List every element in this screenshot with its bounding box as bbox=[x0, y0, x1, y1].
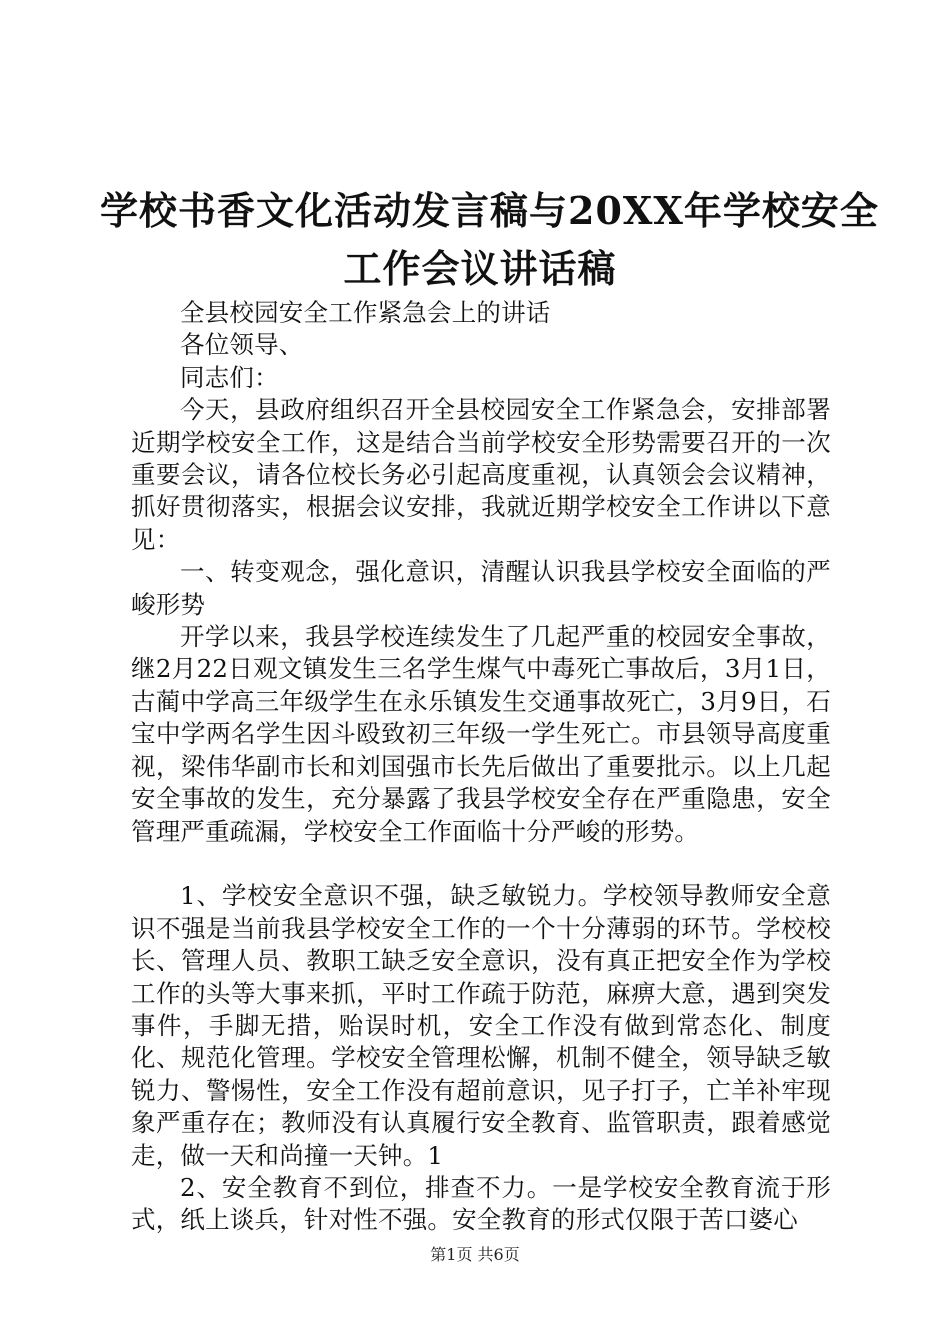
salutation-comrades: 同志们： bbox=[180, 362, 279, 392]
page-number-footer: 第1页 共6页 bbox=[430, 1245, 520, 1264]
salutation-leaders: 各位领导、 bbox=[180, 330, 304, 360]
section-heading-1: 一、转变观念，强化意识，清醒认识我县学校安全面临的严峻形势 bbox=[131, 557, 831, 619]
point-2-paragraph: 2、安全教育不到位，排查不力。一是学校安全教育流于形式，纸上谈兵，针对性不强。安全教育的形式仅限于苦口婆心 bbox=[131, 1172, 831, 1235]
intro-paragraph: 今天，县政府组织召开全县校园安全工作紧急会，安排部署近期学校安全工作，这是结合当前学校安全形势需要召开的一次重要会议，请各位校长务必引起高度重视，认真领会会议精神，抓好贯彻落实，根据会议安排，我就近期学校安全工作讲以下意见： bbox=[131, 395, 831, 554]
incidents-paragraph: 开学以来，我县学校连续发生了几起严重的校园安全事故，继2月22日观文镇发生三名学生煤气中毒死亡事故后，3月1日，古蔺中学高三年级学生在永乐镇发生交通事故死亡，3月9日，石宝中学两名学生因斗殴致初三年级一学生死亡。市县领导高度重视，梁伟华副市长和刘国强市长先后做出了重要批示。以上几起安全事故的发生，充分暴露了我县学校安全存在严重隐患，安全管理严重疏漏，学校安全工作面临十分严峻的形势。 bbox=[131, 622, 831, 846]
point-1-paragraph: 1、学校安全意识不强，缺乏敏锐力。学校领导教师安全意识不强是当前我县学校安全工作的一个十分薄弱的环节。学校校长、管理人员、教职工缺乏安全意识，没有真正把安全作为学校工作的头等大事来抓，平时工作疏于防范，麻痹大意，遇到突发事件，手脚无措，贻误时机，安全工作没有做到常态化、制度化、规范化管理。学校安全管理松懈，机制不健全，领导缺乏敏锐力、警惕性，安全工作没有超前意识，见子打子，亡羊补牢现象严重存在；教师没有认真履行安全教育、监管职责，跟着感觉走，做一天和尚撞一天钟。1 bbox=[131, 881, 831, 1170]
document-title-line-2: 工作会议讲话稿 bbox=[343, 246, 617, 291]
document-title-line-1: 学校书香文化活动发言稿与20XX年学校安全 bbox=[100, 188, 879, 233]
document-body bbox=[131, 297, 831, 1237]
blank-line bbox=[131, 848, 831, 880]
speech-heading: 全县校园安全工作紧急会上的讲话 bbox=[180, 298, 551, 327]
